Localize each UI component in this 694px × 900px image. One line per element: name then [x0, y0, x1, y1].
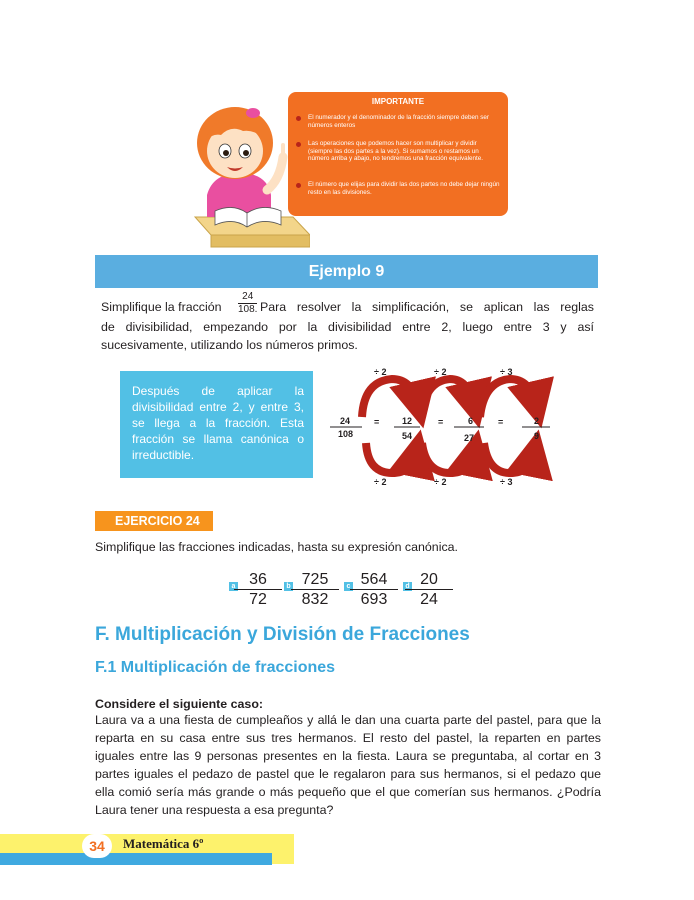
exercise-fraction: $\frac{36}{72}$ [234, 571, 282, 610]
top-arc-1 [362, 379, 418, 417]
exercise-instruction: Simplifique las fracciones indicadas, hasta su expresión canónica. [95, 540, 458, 554]
note-box [120, 371, 313, 478]
important-title: IMPORTANTE [371, 97, 425, 106]
diagram-fraction-den: 54 [402, 431, 413, 441]
diagram-fraction-num: 2 [534, 416, 540, 426]
equals-sign: = [438, 417, 444, 427]
simplification-diagram [322, 365, 562, 490]
example-banner [95, 255, 598, 288]
top-label: ÷ 2 [434, 367, 447, 377]
top-label: ÷ 2 [374, 367, 387, 377]
bottom-label: ÷ 3 [500, 477, 513, 487]
section-title: F. Multiplicación y División de Fracciones [95, 624, 470, 645]
item-letter-badge: d [403, 582, 412, 591]
diagram-fraction-num: 6 [468, 416, 474, 426]
top-label: ÷ 3 [500, 367, 513, 377]
bottom-arc-1 [366, 443, 416, 473]
bottom-label: ÷ 2 [374, 477, 387, 487]
bottom-arc-3 [484, 443, 534, 473]
equals-sign: = [374, 417, 380, 427]
example-title: Ejemplo 9 [308, 263, 385, 280]
bullet-icon [296, 183, 301, 188]
important-item: El número que elijas para dividir las dos partes no debe dejar ningún resto en las divisiones. [308, 181, 500, 196]
top-arc-3 [480, 379, 536, 417]
exercise-banner [95, 511, 213, 531]
diagram-fraction-den: 9 [534, 431, 540, 441]
important-item: Las operaciones que podemos hacer son multiplicar y dividir (siempre las dos partes a la vez). Si sumamos o restamos un número arriba y abajo, no tendremos una fracción equivalente. [308, 140, 500, 163]
exercise-fraction: $\frac{564}{693}$ [350, 571, 398, 610]
footer-stripe [0, 853, 272, 865]
book-title: Matemática 6º [123, 836, 204, 851]
top-arc-2 [422, 379, 474, 417]
important-box [288, 92, 508, 216]
case-title: Considere el siguiente caso: [95, 697, 264, 711]
item-letter-badge: c [344, 582, 353, 591]
note-text: Después de aplicar la divisibilidad entre 2, y entre 3, se llega a la fracción. Esta fracción se llama canónica o irreductible. [132, 384, 304, 462]
item-letter-badge: b [284, 582, 293, 591]
example-fraction: $\frac{24}{108.}$ [238, 291, 258, 315]
example-line-2: de divisibilidad, empezando por la divisibilidad entre 2, luego entre 3 y así [101, 320, 594, 334]
bullet-icon [296, 142, 301, 147]
exercise-fraction: $\frac{725}{832}$ [291, 571, 339, 610]
item-letter-badge: a [229, 582, 238, 591]
exercise-title: EJERCICIO 24 [115, 514, 200, 528]
page-number: 34 [82, 834, 112, 858]
example-intro-post: Para resolver la simplificación, se aplican las reglas [260, 300, 594, 314]
diagram-fraction-den: 27 [464, 433, 475, 443]
bottom-arc-2 [422, 443, 474, 473]
exercise-fraction: $\frac{20}{24}$ [405, 571, 453, 610]
bullet-icon [296, 116, 301, 121]
example-intro-pre: Simplifique la fracción [101, 300, 222, 314]
diagram-fraction-num: 24 [340, 416, 351, 426]
case-text: Laura va a una fiesta de cumpleaños y allá le dan una cuarta parte del pastel, para que la reparta en su casa entre sus tres hermanos. El resto del pastel, la reparten en partes iguales entre las 9 personas presentes en la fiesta. Laura se preguntaba, al cortar en 3 partes iguales el pedazo de pastel que le regalaron para sus hermanos, si el pedazo que ella comió sería más grande o más pequeño que el que comerían sus hermanos. ¿Podría Laura tener una respuesta a esa pregunta? [95, 713, 601, 817]
diagram-fraction-den: 108 [338, 429, 354, 439]
bottom-label: ÷ 2 [434, 477, 447, 487]
equals-sign: = [498, 417, 504, 427]
diagram-fraction-num: 12 [402, 416, 413, 426]
example-line-3: sucesivamente, utilizando los números primos. [101, 338, 358, 352]
subsection-title: F.1 Multiplicación de fracciones [95, 659, 336, 676]
important-item: El numerador y el denominador de la fracción siempre deben ser números enteros [308, 114, 500, 129]
